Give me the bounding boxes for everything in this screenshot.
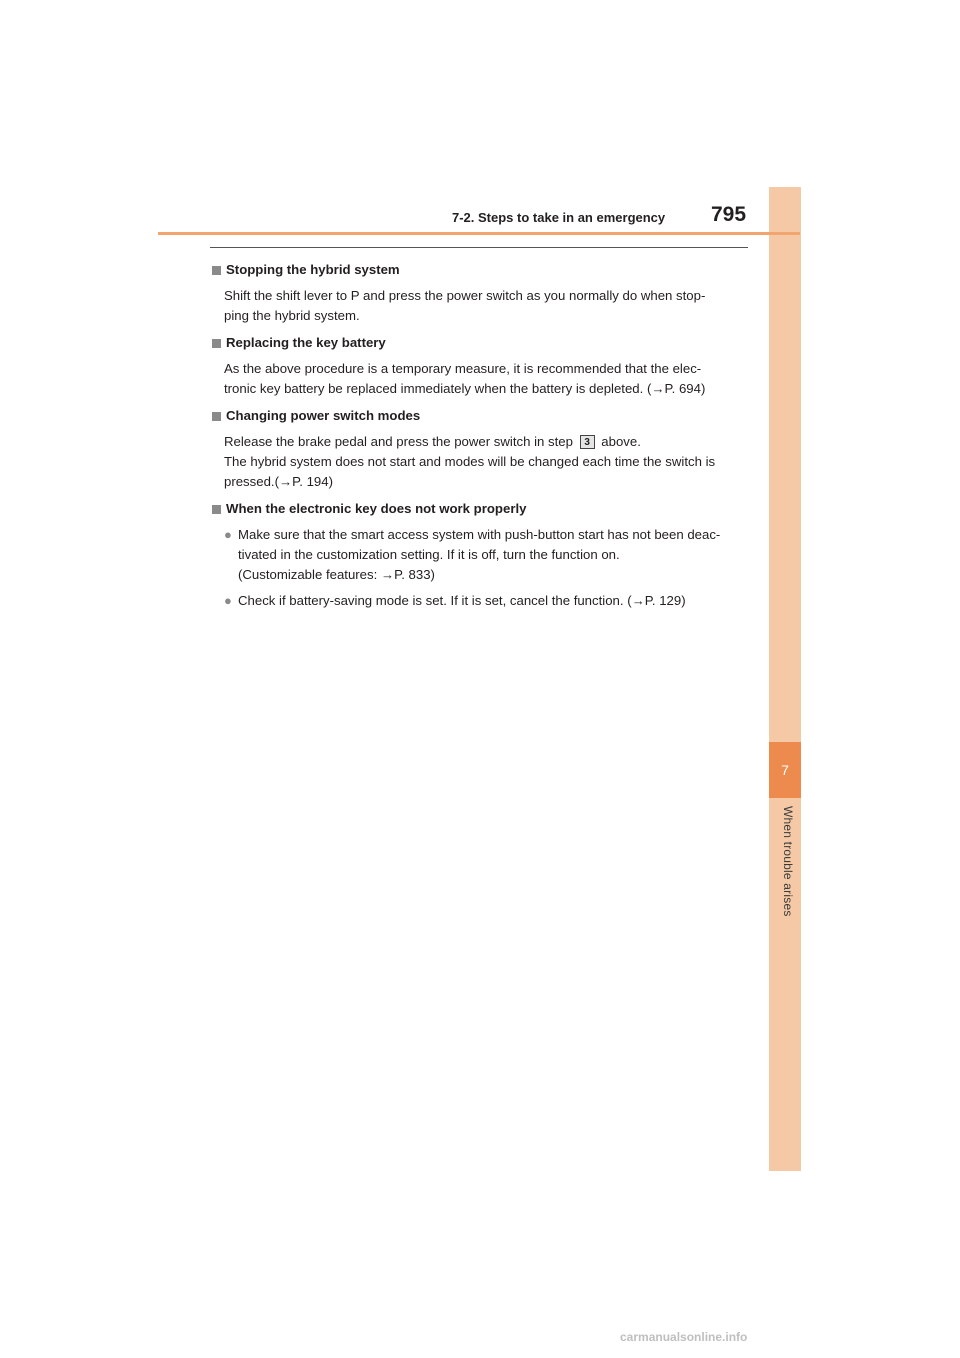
section-paragraph: As the above procedure is a temporary measure, it is recommended that the elec- tronic key battery be replaced immediately when the battery is depleted. (→P. 694) [224, 361, 706, 396]
step-number-badge: 3 [580, 435, 595, 449]
square-bullet-icon [212, 505, 221, 514]
square-bullet-icon [212, 266, 221, 275]
circle-bullet-icon: ● [224, 593, 232, 608]
list-item: ● Check if battery-saving mode is set. If it is set, cancel the function. (→P. 129) [210, 591, 750, 611]
section-title: 7-2. Steps to take in an emergency [452, 210, 666, 225]
list-item: ● Make sure that the smart access system with push-button start has not been deac- tivated in the customization setting. If it is off, turn the function on. (Customizable features: →P. 833) [210, 525, 750, 585]
section-heading: Replacing the key battery [210, 333, 750, 353]
header-rule [158, 232, 800, 235]
square-bullet-icon [212, 412, 221, 421]
chapter-label: When trouble arises [781, 806, 795, 917]
watermark: carmanualsonline.info [620, 1330, 748, 1344]
circle-bullet-icon: ● [224, 527, 232, 542]
content-divider [210, 247, 748, 248]
page-number: 795 [711, 203, 747, 226]
section-heading: Changing power switch modes [210, 406, 750, 426]
chapter-side-tab [769, 187, 801, 1171]
section-paragraph: Shift the shift lever to P and press the power switch as you normally do when stop- ping the hybrid system. [224, 288, 706, 323]
square-bullet-icon [212, 339, 221, 348]
section-heading: When the electronic key does not work properly [210, 499, 750, 519]
chapter-number: 7 [781, 762, 789, 778]
page-content [210, 258, 750, 611]
section-paragraph: Release the brake pedal and press the power switch in step 3 above. The hybrid system does not start and modes will be changed each time the switch is pressed.(→P. 194) [224, 434, 716, 489]
section-heading: Stopping the hybrid system [210, 260, 750, 280]
